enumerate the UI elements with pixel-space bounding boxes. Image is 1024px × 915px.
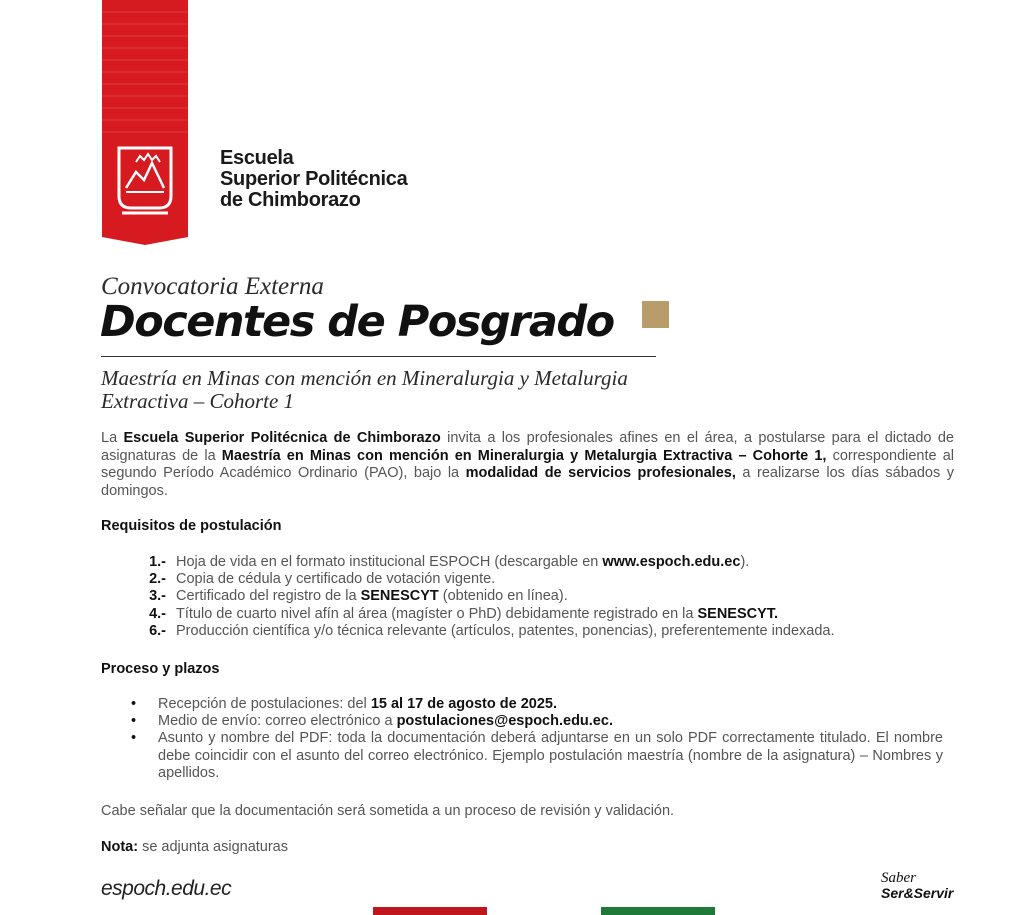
intro-text-4: a realizarse los días sábados y domingos. xyxy=(101,465,955,499)
item-number: 3.- xyxy=(149,588,166,605)
institution-name-line2: Superior Politécnica xyxy=(220,168,408,190)
footer-website-link[interactable]: espoch.edu.ec xyxy=(101,877,232,900)
item-text: Asunto y nombre del PDF: toda la documentación deberá adjuntarse en un solo PDF correctamente titulado. El nombre debe coincidir con el asunto del correo electrónico. Ejemplo postulación maestría (nombre de la asignatura) – Nombres y apellidos. xyxy=(158,730,943,781)
intro-bold-program: Maestría en Minas con mención en Mineralurgia y Metalurgia Extractiva – Cohorte 1, xyxy=(221,447,827,464)
intro-bold-modality: modalidad de servicios profesionales, xyxy=(465,465,736,481)
institution-name-line3: de Chimborazo xyxy=(220,189,361,211)
closing-paragraph: Cabe señalar que la documentación será sometida a un proceso de revisión y validación. xyxy=(101,803,675,819)
item-number: 6.- xyxy=(149,622,166,639)
slogan-line1: Saber xyxy=(881,870,916,886)
item-text: Producción científica y/o técnica relevante (artículos, patentes, ponencias), preferentemente indexada. xyxy=(176,622,835,639)
item-text: Medio de envío: correo electrónico a postulaciones@espoch.edu.ec. xyxy=(158,713,613,730)
item-number: 1.- xyxy=(149,554,166,570)
item-text: Hoja de vida en el formato institucional ESPOCH (descargable en www.espoch.edu.ec). xyxy=(176,554,750,570)
list-item xyxy=(101,696,961,713)
requirements-heading: Requisitos de postulación xyxy=(101,518,282,534)
bullet-icon: • xyxy=(130,713,137,730)
program-subtitle: Maestría en Minas con mención en Mineralurgia y Metalurgia Extractiva – Cohorte 1 xyxy=(101,366,628,413)
website-link[interactable]: www.espoch.edu.ec xyxy=(602,554,741,570)
list-item xyxy=(101,713,961,730)
item-text: Recepción de postulaciones: del 15 al 17 de agosto de 2025. xyxy=(158,696,557,712)
email-link[interactable]: postulaciones@espoch.edu.ec. xyxy=(396,713,613,730)
page-title: Docentes de Posgrado xyxy=(100,297,614,347)
footer-green-bar xyxy=(601,907,715,915)
institution-name-line1: Escuela xyxy=(220,147,294,169)
footer-red-bar xyxy=(373,907,487,915)
bullet-icon: • xyxy=(130,730,137,747)
item-text: Certificado del registro de la SENESCYT (obtenido en línea). xyxy=(176,588,568,605)
requirements-list xyxy=(101,554,961,640)
note-label: Nota: xyxy=(101,839,139,855)
title-divider xyxy=(101,356,656,357)
item-text: Copia de cédula y certificado de votación vigente. xyxy=(176,571,496,588)
slogan xyxy=(881,871,953,901)
bullet-icon: • xyxy=(130,696,137,712)
call-type: Convocatoria Externa xyxy=(101,273,324,300)
intro-text-2: invita a los profesionales afines en el área, a postularse para el dictado de asignaturas de la xyxy=(101,430,954,464)
intro-paragraph xyxy=(101,430,954,500)
gold-accent-square xyxy=(642,301,669,328)
list-item xyxy=(101,623,961,640)
list-item xyxy=(101,554,961,571)
intro-text-1: La xyxy=(101,430,124,446)
note-text: se adjunta asignaturas xyxy=(138,839,288,855)
list-item xyxy=(101,730,961,782)
item-number: 2.- xyxy=(149,571,166,588)
process-heading: Proceso y plazos xyxy=(101,661,220,677)
note-paragraph xyxy=(101,839,288,855)
list-item xyxy=(101,606,961,623)
institution-name xyxy=(220,148,407,211)
slogan-line2: Ser&Servir xyxy=(881,885,954,901)
list-item xyxy=(101,571,961,588)
list-item xyxy=(101,588,961,605)
item-text: Título de cuarto nivel afín al área (magíster o PhD) debidamente registrado en la SENESCYT. xyxy=(176,605,779,622)
item-number: 4.- xyxy=(149,605,166,622)
process-list xyxy=(101,696,961,782)
institution-logo-banner xyxy=(102,0,188,245)
intro-bold-institution: Escuela Superior Politécnica de Chimborazo xyxy=(123,430,441,446)
intro-text-3: correspondiente al segundo Período Académico Ordinario (PAO), bajo la xyxy=(101,447,954,481)
